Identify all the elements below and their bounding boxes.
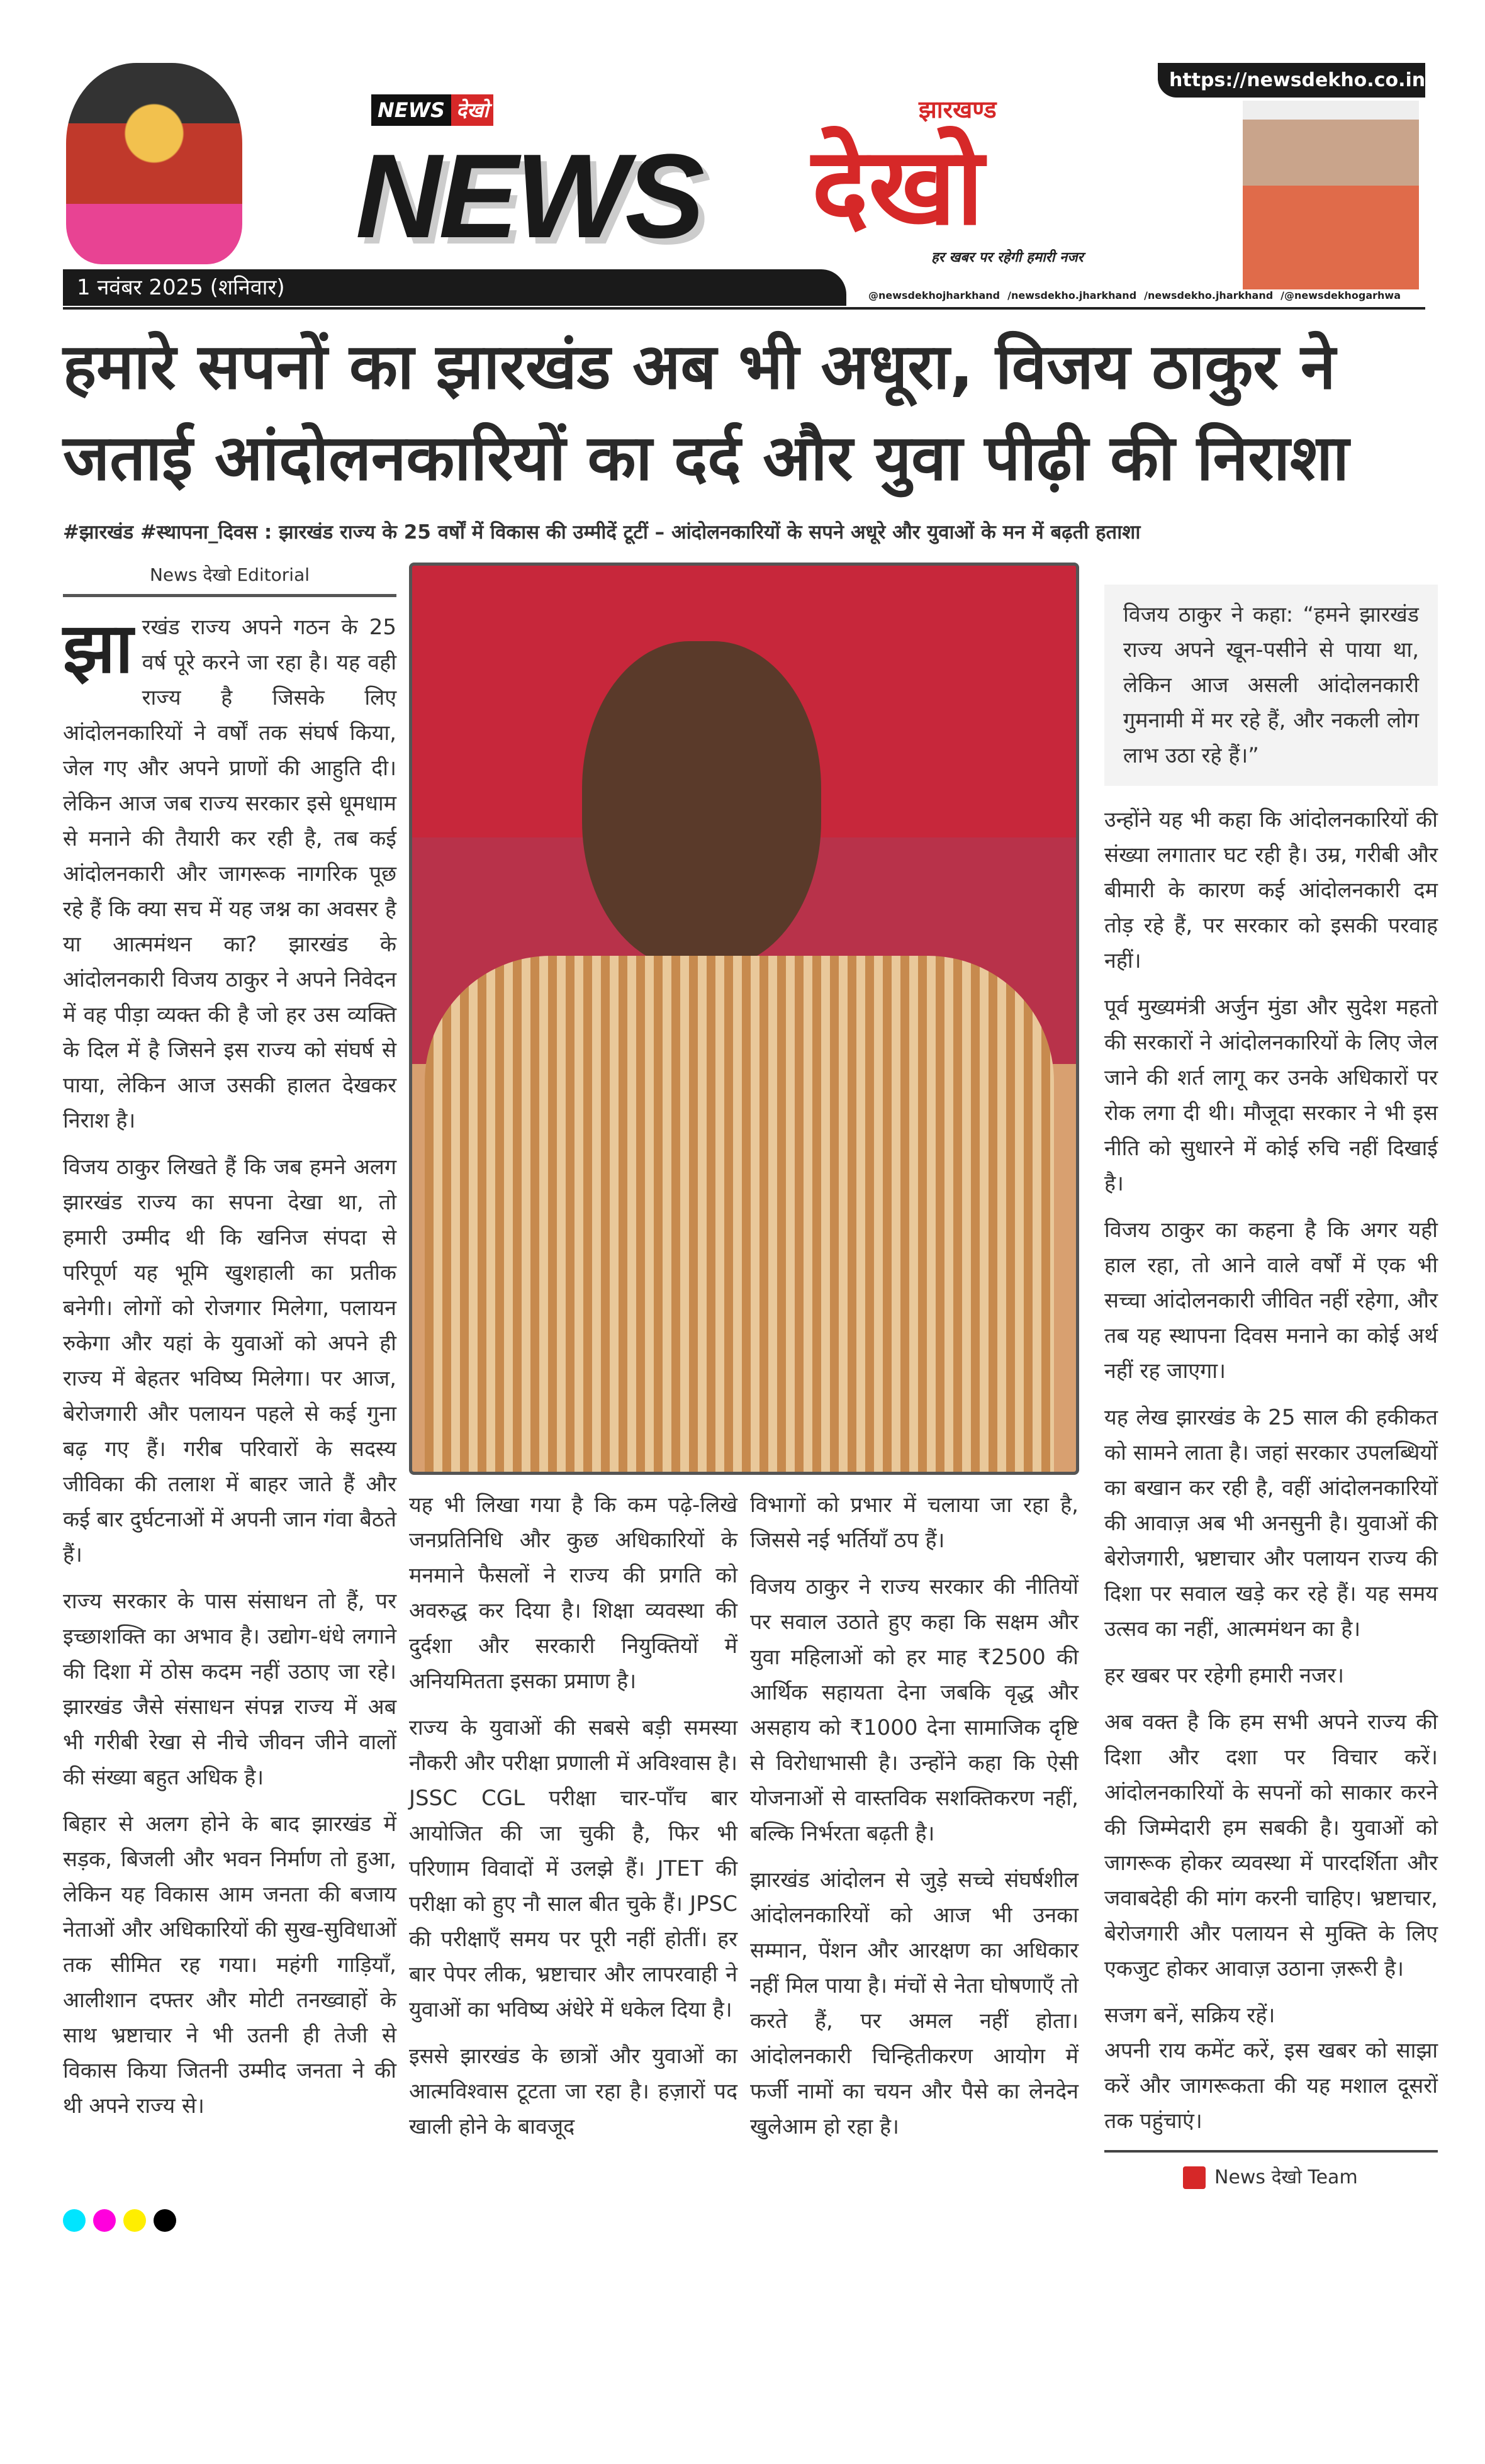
masthead-news: NEWS xyxy=(356,130,702,263)
byline: News देखो Editorial xyxy=(149,564,310,585)
website-url[interactable]: https://newsdekho.co.in xyxy=(1158,63,1425,98)
paragraph: सजग बनें, सक्रिय रहें। xyxy=(1104,2003,1275,2028)
social-links xyxy=(868,288,1401,303)
paragraph: पूर्व मुख्यमंत्री अर्जुन मुंडा और सुदेश महतो की सरकारों ने आंदोलनकारियों के लिए जेल जाने की शर्त लागू कर उनके अधिकारों पर रोक लगा दी थी। मौजूदा सरकार ने भी इस नीति को सुधारने में कोई रुचि नहीं दिखाई है। xyxy=(1104,995,1438,1196)
pull-quote: विजय ठाकुर ने कहा: “हमने झारखंड राज्य अपने खून-पसीने से पाया था, लेकिन आज असली आंदोलनकारी गुमनामी में मर रहे हैं, और नकली लोग लाभ उठा रहे हैं।” xyxy=(1104,585,1438,786)
cmyk-registration-marks xyxy=(63,2209,1425,2244)
article-photo xyxy=(409,563,1079,1475)
youtube-handle[interactable]: /newsdekho.jharkhand xyxy=(1144,289,1274,301)
masthead-dekho: देखो xyxy=(812,125,984,249)
small-logo xyxy=(371,94,493,126)
paragraph: उन्होंने यह भी कहा कि आंदोलनकारियों की संख्या लगातार घट रही है। उम्र, गरीबी और बीमारी के कारण कई आंदोलनकारी दम तोड़ रहे हैं, पर सरकार को इसकी परवाह नहीं। xyxy=(1104,807,1438,973)
team-credit xyxy=(1104,2165,1438,2190)
facebook-handle[interactable]: /newsdekho.jharkhand xyxy=(1007,289,1137,301)
paragraph: यह भी लिखा गया है कि कम पढ़े-लिखे जनप्रतिनिधि और कुछ अधिकारियों के मनमाने फैसलों ने राज्य की प्रगति को अवरुद्ध कर दिया है। शिक्षा व्यवस्था की दुर्दशा और सरकारी नियुक्तियों में अनियमितता इसका प्रमाण है। xyxy=(409,1492,737,1694)
column-4-wrapper xyxy=(1104,563,1438,2190)
team-rule xyxy=(1104,2150,1438,2153)
byline-rule xyxy=(63,594,396,597)
paragraph: झारखंड आंदोलन से जुड़े सच्चे संघर्षशील आंदोलनकारियों को आज भी उनका सम्मान, पेंशन और आरक्षण का अधिकार नहीं मिल पाया है। मंचों से नेता घोषणाएँ तो करते हैं, पर अमल नहीं होता। आंदोलनकारी चिन्हितीकरण आयोग में फर्जी नामों का चयन और पैसे का लेनदेन खुलेआम हो रहा है। xyxy=(750,1868,1079,2139)
headline: हमारे सपनों का झारखंड अब भी अधूरा, विजय ठाकुर ने जताई आंदोलनकारियों का दर्द और युवा पीढ़ी की निराशा xyxy=(63,330,1349,495)
instagram-handle[interactable]: @newsdekhojharkhand xyxy=(868,289,1000,301)
paragraph: विजय ठाकुर का कहना है कि अगर यही हाल रहा, तो आने वाले वर्षों में एक भी सच्चा आंदोलनकारी जीवित नहीं रहेगा, और तब यह स्थापना दिवस मनाने का कोई अर्थ नहीं रह जाएगा। xyxy=(1104,1218,1438,1384)
cyan-dot-icon xyxy=(63,2209,86,2232)
small-logo-dekho: देखो xyxy=(451,94,493,126)
x-handle[interactable]: /@newsdekhogarhwa xyxy=(1280,289,1401,301)
magenta-dot-icon xyxy=(93,2209,116,2232)
paragraph: विभागों को प्रभार में चलाया जा रहा है, जिससे नई भर्तियाँ ठप हैं। xyxy=(750,1492,1079,1553)
column-1-wrapper xyxy=(63,563,396,2135)
paragraph: इससे झारखंड के छात्रों और युवाओं का आत्मविश्वास टूटता जा रहा है। हज़ारों पद खाली होने के बावजूद xyxy=(409,2044,737,2139)
paragraph: अपनी राय कमेंट करें, इस खबर को साझा करें और जागरूकता की यह मशाल दूसरों तक पहुंचाएं। xyxy=(1104,2038,1438,2134)
subheadline: #झारखंड #स्थापना_दिवस : झारखंड राज्य के 25 वर्षों में विकास की उम्मीदें टूटीं – आंदोलनकारियों के सपने अधूरे और युवाओं के मन में बढ़ती हताशा xyxy=(63,521,1141,544)
date-bar: 1 नवंबर 2025 (शनिवार) xyxy=(63,269,846,306)
column-1 xyxy=(63,610,396,2124)
small-logo-news: NEWS xyxy=(371,94,451,126)
article xyxy=(63,321,1438,2244)
column-4 xyxy=(1104,802,1438,2139)
paragraph: राज्य के युवाओं की सबसे बड़ी समस्या नौकरी और परीक्षा प्रणाली में अविश्वास है। JSSC CGL परीक्षा चार-पाँच बार आयोजित की जा चुकी है, फिर भी परिणाम विवादों में उलझे हैं। JTET की परीक्षा को हुए नौ साल बीत चुके हैं। JPSC की परीक्षाएँ समय पर पूरी नहीं होतीं। हर बार पेपर लीक, भ्रष्टाचार और लापरवाही ने युवाओं का भविष्य अंधेरे में धकेल दिया है। xyxy=(409,1715,737,2022)
article-body xyxy=(63,563,1438,2190)
middle-section xyxy=(409,563,1079,2156)
yellow-dot-icon xyxy=(123,2209,146,2232)
paragraph: विजय ठाकुर ने राज्य सरकार की नीतियों पर सवाल उठाते हुए कहा कि सक्षम और युवा महिलाओं को हर माह ₹2500 की आर्थिक सहायता देना जबकि वृद्ध और असहाय को ₹1000 देना सामाजिक दृष्टि से विरोधाभासी है। उन्होंने कहा कि ऐसी योजनाओं से वास्तविक सशक्तिकरण नहीं, बल्कि निर्भरता बढ़ती है। xyxy=(750,1574,1079,1846)
paragraph: हर खबर पर रहेगी हमारी नजर। xyxy=(1104,1663,1345,1688)
paragraph: राज्य सरकार के पास संसाधन तो हैं, पर इच्छाशक्ति का अभाव है। उद्योग-धंधे लगाने की दिशा में ठोस कदम नहीं उठाए जा रहे। झारखंड जैसे संसाधन संपन्न राज्य में अब भी गरीबी रेखा से नीचे जीवन जीने वालों की संख्या बहुत अधिक है। xyxy=(63,1589,396,1790)
portrait-photo xyxy=(1243,101,1419,289)
paragraph: यह लेख झारखंड के 25 साल की हकीकत को सामने लाता है। जहां सरकार उपलब्धियों का बखान कर रही है, वहीं आंदोलनकारियों की आवाज़ अब भी अनसुनी है। युवाओं की बेरोजगारी, भ्रष्टाचार और पलायन राज्य की दिशा पर सवाल खड़े कर रहे हैं। यह समय उत्सव का नहीं, आत्ममंथन का है। xyxy=(1104,1405,1438,1642)
paragraph: अब वक्त है कि हम सभी अपने राज्य की दिशा और दशा पर विचार करें। आंदोलनकारियों के सपनों को साकार करने की जिम्मेदारी हम सबकी है। युवाओं को जागरूक होकर व्यवस्था में पारदर्शिता और जवाबदेही की मांग करनी चाहिए। भ्रष्टाचार, बेरोजगारी और पलायन से मुक्ति के लिए एकजुट होकर आवाज़ उठाना ज़रूरी है। xyxy=(1104,1710,1438,1981)
newsdekho-logo-icon xyxy=(1183,2166,1206,2189)
tagline: हर खबर पर रहेगी हमारी नजर xyxy=(931,250,1084,266)
paragraph: बिहार से अलग होने के बाद झारखंड में सड़क, बिजली और भवन निर्माण तो हुआ, लेकिन यह विकास आम जनता की बजाय नेताओं और अधिकारियों की सुख-सुविधाओं तक सीमित रह गया। महंगी गाड़ियाँ, आलीशान दफ्तर और मोटी तनख्वाहों के साथ भ्रष्टाचार ने भी उतनी ही तेजी से विकास किया जितनी उम्मीद जनता ने की थी अपने राज्य से। xyxy=(63,1812,396,2119)
paragraph: रखंड राज्य अपने गठन के 25 वर्ष पूरे करने जा रहा है। यह वही राज्य है जिसके लिए आंदोलनकारियों ने वर्षों तक संघर्ष किया, जेल गए और अपने प्राणों की आहुति दी। लेकिन आज जब राज्य सरकार इसे धूमधाम से मनाने की तैयारी कर रही है, तब कई आंदोलनकारी और जागरूक नागरिक पूछ रहे हैं कि क्या सच में यह जश्न का अवसर है या आत्ममंथन का? झारखंड के आंदोलनकारी विजय ठाकुर ने अपने निवेदन में वह पीड़ा व्यक्त की है जो हर उस व्यक्ति के दिल में है जिसने इस राज्य को संघर्ष से पाया, लेकिन आज उसकी हालत देखकर निराश है। xyxy=(63,615,396,1133)
paragraph: विजय ठाकुर लिखते हैं कि जब हमने अलग झारखंड राज्य का सपना देखा था, तो हमारी उम्मीद थी कि खनिज संपदा से परिपूर्ण यह भूमि खुशहाली का प्रतीक बनेगी। लोगों को रोजगार मिलेगा, पलायन रुकेगा और यहां के युवाओं को अपने ही राज्य में बेहतर भविष्य मिलेगा। पर आज, बेरोजगारी और पलायन पहले से कई गुना बढ़ गए हैं। गरीब परिवारों के सदस्य जीविका की तलाश में बाहर जाते हैं और कई बार दुर्घटनाओं में अपनी जान गंवा बैठते हैं। xyxy=(63,1155,396,1567)
column-2 xyxy=(409,1487,737,2156)
drop-cap: झा xyxy=(63,608,133,688)
black-dot-icon xyxy=(154,2209,176,2232)
deity-illustration xyxy=(66,63,242,264)
team-label: News देखो Team xyxy=(1214,2166,1358,2188)
column-3 xyxy=(750,1487,1079,2156)
masthead-region: झारखण्ड xyxy=(919,96,997,123)
header-divider xyxy=(63,307,1425,310)
